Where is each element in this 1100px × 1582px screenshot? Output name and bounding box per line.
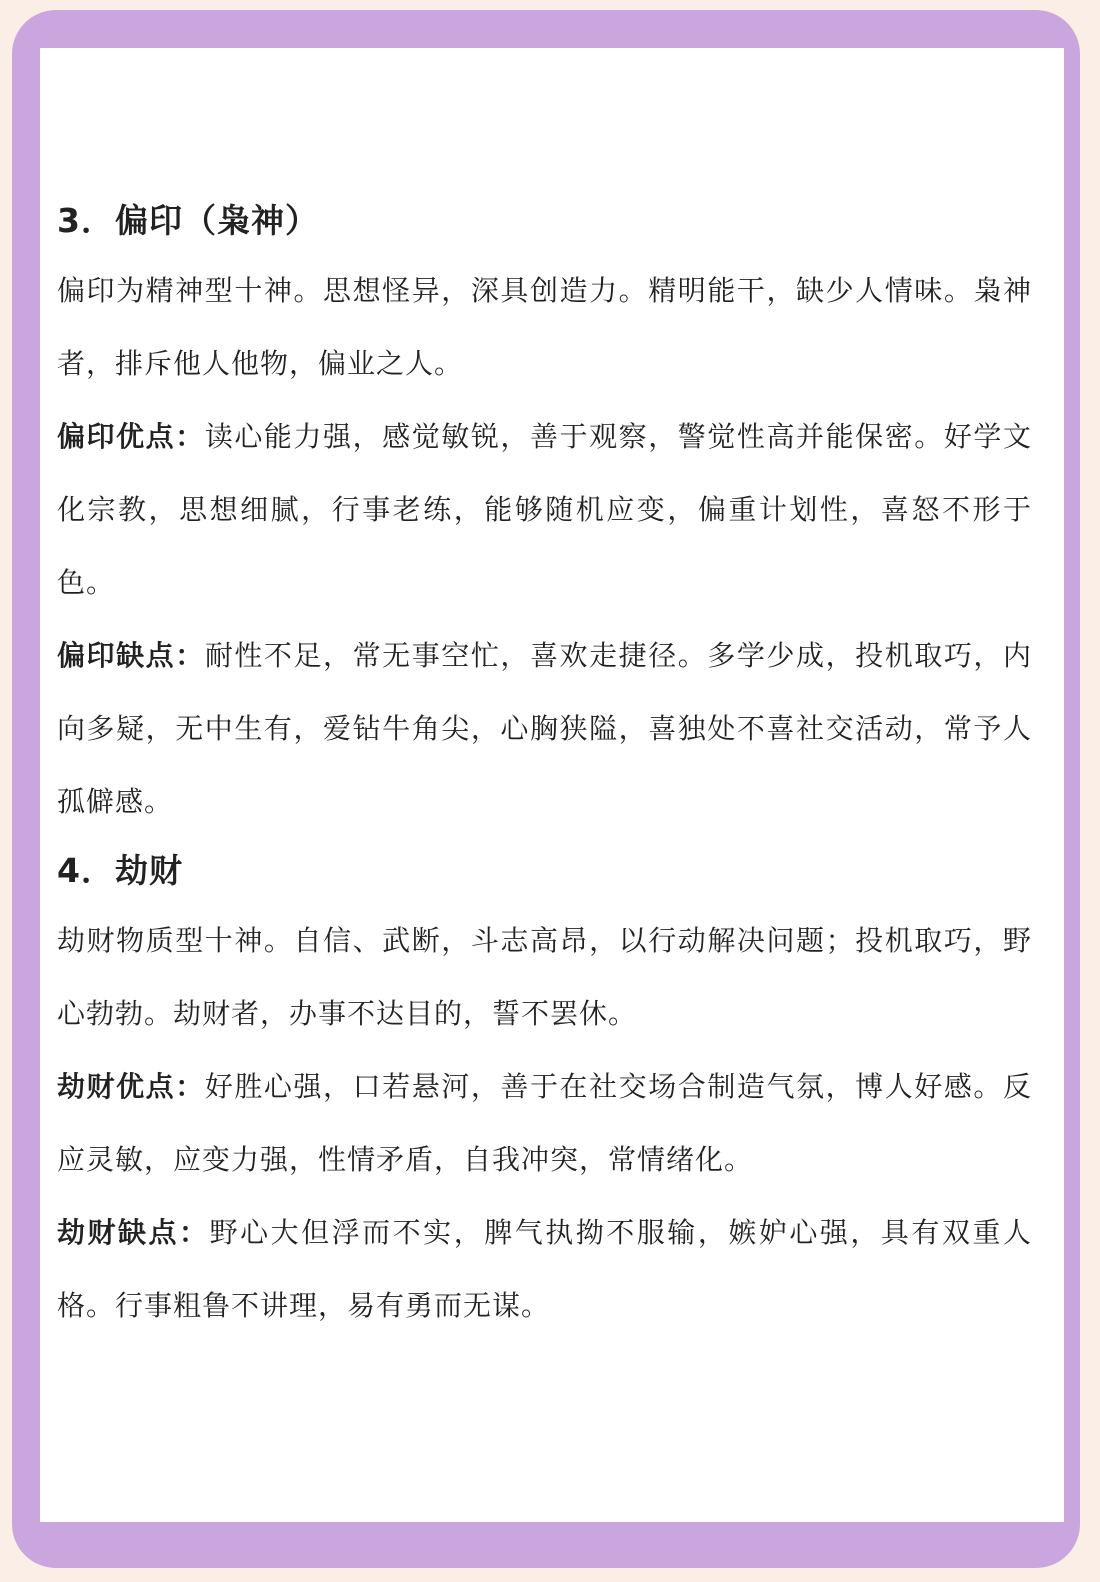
section-3-intro: 偏印为精神型十神。思想怪异，深具创造力。精明能干，缺少人情味。枭神者，排斥他人他物，偏业之人。 <box>57 274 1032 380</box>
section-3-cons <box>57 619 1032 838</box>
section-4-cons <box>57 1196 1032 1342</box>
section-3-heading: 3．偏印（枭神） <box>57 201 319 240</box>
section-4-cons-text: 野心大但浮而不实，脾气执拗不服输，嫉妒心强，具有双重人格。行事粗鲁不讲理，易有勇而无谋。 <box>57 1216 1032 1322</box>
section-3-cons-label: 偏印缺点： <box>57 639 205 672</box>
document-page <box>40 48 1064 1522</box>
section-4-cons-label: 劫财缺点： <box>57 1216 210 1249</box>
section-4-intro: 劫财物质型十神。自信、武断，斗志高昂，以行动解决问题；投机取巧，野心勃勃。劫财者，办事不达目的，誓不罢休。 <box>57 924 1032 1030</box>
section-4-pros <box>57 1050 1032 1196</box>
section-3-pros-label: 偏印优点： <box>57 420 205 453</box>
section-3-pros-text: 读心能力强，感觉敏锐，善于观察，警觉性高并能保密。好学文化宗教，思想细腻，行事老练，能够随机应变，偏重计划性，喜怒不形于色。 <box>57 420 1032 599</box>
section-4-pros-label: 劫财优点： <box>57 1070 205 1103</box>
section-4-pros-text: 好胜心强，口若悬河，善于在社交场合制造气氛，博人好感。反应灵敏，应变力强，性情矛盾，自我冲突，常情绪化。 <box>57 1070 1032 1176</box>
section-3-pros <box>57 400 1032 619</box>
section-4-heading: 4．劫财 <box>57 851 183 890</box>
article-content <box>57 188 1032 1342</box>
section-3-cons-text: 耐性不足，常无事空忙，喜欢走捷径。多学少成，投机取巧，内向多疑，无中生有，爱钻牛角尖，心胸狭隘，喜独处不喜社交活动，常予人孤僻感。 <box>57 639 1032 818</box>
